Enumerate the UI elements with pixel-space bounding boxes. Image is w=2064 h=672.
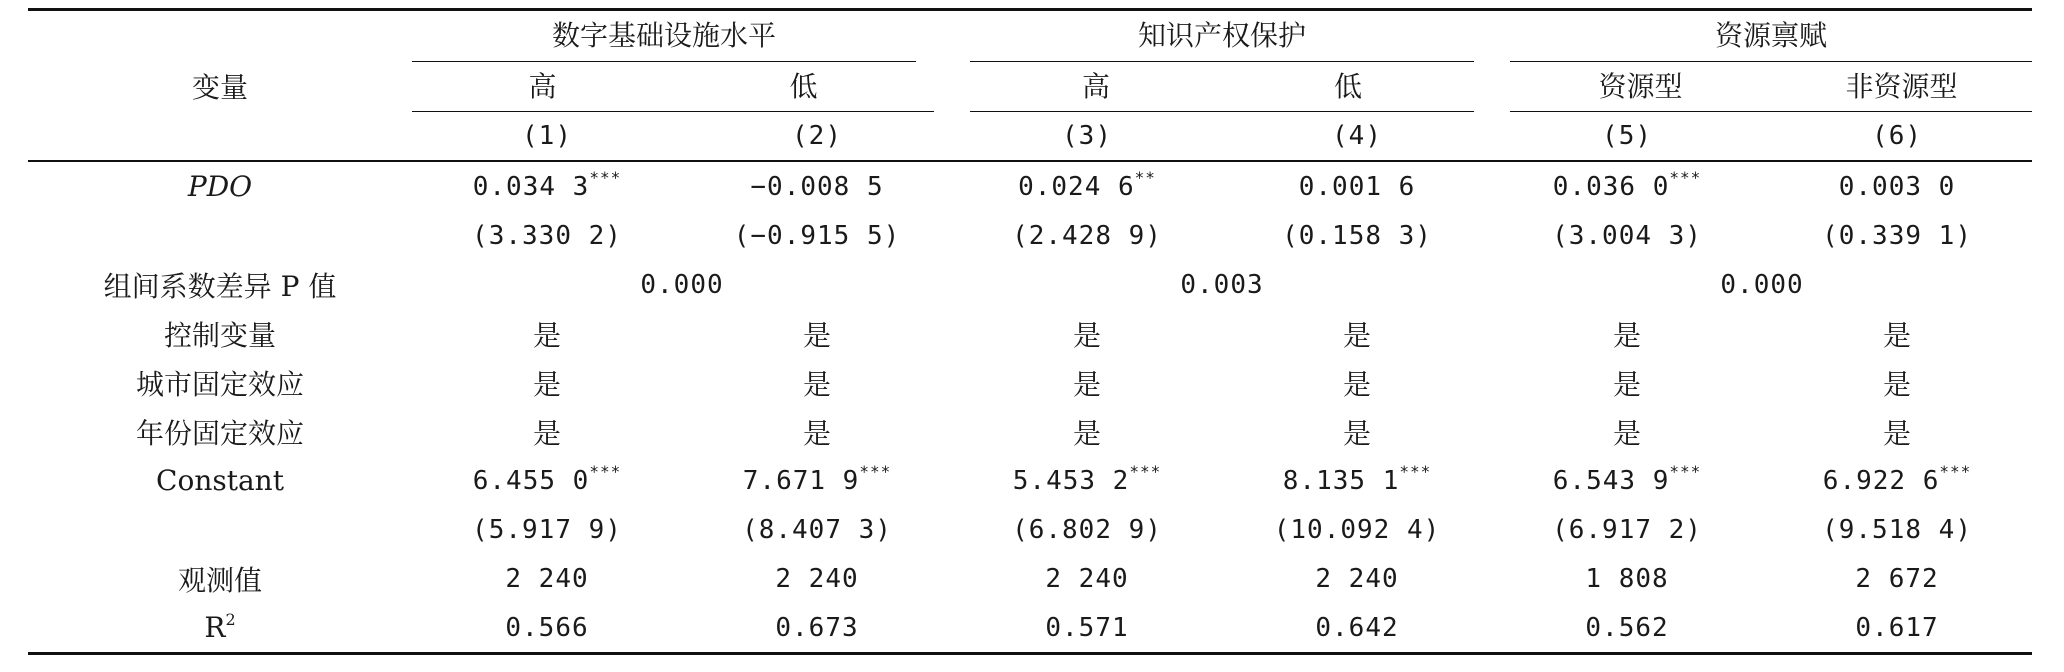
variable-header: 变量 <box>28 10 412 162</box>
t-stat-cell: (9.518 4) <box>1822 514 1972 545</box>
t-stat-cell: (−0.915 5) <box>733 220 901 251</box>
subgroup-high-ip: 高 <box>1082 70 1111 103</box>
row-label-pdo: PDO <box>187 170 253 203</box>
coef-cell <box>1222 456 1492 505</box>
yes-cell: 是 <box>803 367 832 401</box>
group-header-ip-protection <box>952 10 1492 63</box>
significance-stars: *** <box>1399 461 1432 481</box>
significance-stars: *** <box>1669 167 1702 187</box>
t-stat-cell: (5.917 9) <box>472 514 622 545</box>
obs-cell: 2 240 <box>1315 563 1399 594</box>
yes-cell: 是 <box>1073 318 1102 352</box>
significance-stars: *** <box>589 167 622 187</box>
t-stat-cell: (2.428 9) <box>1012 220 1162 251</box>
table-row <box>28 554 2032 603</box>
obs-cell: 2 240 <box>1045 563 1129 594</box>
coef-value: 6.922 6 <box>1822 465 1940 496</box>
table-row <box>28 358 2032 407</box>
r2-cell: 0.571 <box>1045 612 1129 643</box>
coef-cell <box>682 161 952 211</box>
subgroup-cell <box>952 62 1492 112</box>
yes-cell: 是 <box>1073 416 1102 450</box>
row-label-r2 <box>28 603 412 654</box>
yes-cell: 是 <box>1343 367 1372 401</box>
subgroup-cell <box>412 62 952 112</box>
significance-stars: ** <box>1134 167 1156 187</box>
col-number: (2) <box>792 121 842 151</box>
coef-value: 7.671 9 <box>742 465 860 496</box>
row-label-city-fe: 城市固定效应 <box>135 367 304 401</box>
coef-value: 0.024 6 <box>1018 171 1135 202</box>
yes-cell: 是 <box>803 318 832 352</box>
r2-superscript: 2 <box>225 610 236 629</box>
r2-cell: 0.673 <box>775 612 859 643</box>
subgroup-high-digital: 高 <box>528 70 557 103</box>
coef-value: −0.008 5 <box>750 171 884 202</box>
significance-stars: *** <box>589 461 622 481</box>
t-stat-cell: (6.802 9) <box>1012 514 1162 545</box>
obs-cell: 2 240 <box>505 563 589 594</box>
t-stat-cell: (6.917 2) <box>1552 514 1702 545</box>
t-stat-cell: (0.339 1) <box>1822 220 1972 251</box>
row-label-empty <box>28 211 412 260</box>
yes-cell: 是 <box>1073 367 1102 401</box>
t-stat-cell: (0.158 3) <box>1282 220 1432 251</box>
subgroup-resource: 资源型 <box>1598 70 1683 103</box>
coef-value: 8.135 1 <box>1282 465 1400 496</box>
col-number: (6) <box>1872 121 1923 151</box>
coef-cell <box>682 456 952 505</box>
row-label-constant: Constant <box>156 464 284 497</box>
yes-cell: 是 <box>532 318 561 352</box>
subgroup-non-resource: 非资源型 <box>1845 70 1958 103</box>
significance-stars: *** <box>859 461 892 481</box>
col-number: (3) <box>1062 121 1112 151</box>
heterogeneity-regression-table <box>28 8 2032 655</box>
obs-cell: 2 240 <box>775 563 859 594</box>
group-header-digital-infra <box>412 10 952 63</box>
subgroup-cell <box>1492 62 2032 112</box>
significance-stars: *** <box>1669 461 1702 481</box>
yes-cell: 是 <box>1343 416 1372 450</box>
pvalue-cell: 0.000 <box>1720 269 1804 300</box>
coef-value: 0.001 6 <box>1298 171 1416 202</box>
obs-cell: 1 808 <box>1585 563 1669 594</box>
coef-cell <box>952 161 1222 211</box>
coef-value: 0.034 3 <box>472 171 590 202</box>
table-row <box>28 309 2032 358</box>
pvalue-cell: 0.003 <box>1180 269 1264 300</box>
row-label-pvalue: 组间系数差异 P 值 <box>103 269 337 303</box>
coef-cell <box>1222 161 1492 211</box>
r2-label-text: R <box>204 611 226 644</box>
yes-cell: 是 <box>1613 318 1642 352</box>
row-label-controls: 控制变量 <box>163 318 276 352</box>
col-number: (4) <box>1332 121 1382 151</box>
table-row <box>28 505 2032 554</box>
row-label-obs: 观测值 <box>177 563 262 597</box>
coef-cell <box>1492 456 1762 505</box>
table-row <box>28 407 2032 456</box>
table-row <box>28 456 2032 505</box>
row-label-year-fe: 年份固定效应 <box>135 416 304 450</box>
r2-cell: 0.566 <box>505 612 589 643</box>
col-number: (1) <box>522 121 572 151</box>
coef-cell <box>1762 456 2032 505</box>
r2-cell: 0.642 <box>1315 612 1399 643</box>
subgroup-low-digital: 低 <box>789 70 818 103</box>
coef-value: 0.003 0 <box>1838 171 1956 202</box>
yes-cell: 是 <box>532 416 561 450</box>
group-header-resource <box>1492 10 2032 63</box>
coef-cell <box>412 161 682 211</box>
significance-stars: *** <box>1129 461 1162 481</box>
group-header-label: 知识产权保护 <box>970 11 1474 62</box>
coef-value: 6.543 9 <box>1552 465 1670 496</box>
yes-cell: 是 <box>1883 367 1912 401</box>
t-stat-cell: (3.004 3) <box>1552 220 1702 251</box>
group-header-label: 数字基础设施水平 <box>412 11 916 62</box>
coef-cell <box>412 456 682 505</box>
table-row <box>28 161 2032 211</box>
obs-cell: 2 672 <box>1855 563 1939 594</box>
t-stat-cell: (8.407 3) <box>742 514 892 545</box>
table-row <box>28 260 2032 309</box>
coef-value: 6.455 0 <box>472 465 590 496</box>
significance-stars: *** <box>1939 461 1972 481</box>
subgroup-low-ip: 低 <box>1334 70 1363 103</box>
r2-cell: 0.562 <box>1585 612 1669 643</box>
table-row <box>28 211 2032 260</box>
coef-cell <box>1762 161 2032 211</box>
t-stat-cell: (3.330 2) <box>472 220 622 251</box>
yes-cell: 是 <box>1613 416 1642 450</box>
r2-cell: 0.617 <box>1855 612 1939 643</box>
coef-cell <box>1492 161 1762 211</box>
coef-cell <box>952 456 1222 505</box>
coef-value: 5.453 2 <box>1012 465 1130 496</box>
col-number: (5) <box>1602 121 1653 151</box>
coef-value: 0.036 0 <box>1552 171 1670 202</box>
yes-cell: 是 <box>1883 318 1912 352</box>
table-row <box>28 603 2032 654</box>
yes-cell: 是 <box>1883 416 1912 450</box>
yes-cell: 是 <box>803 416 832 450</box>
yes-cell: 是 <box>1613 367 1642 401</box>
group-header-label: 资源禀赋 <box>1510 11 2032 62</box>
row-label-empty <box>28 505 412 554</box>
pvalue-cell: 0.000 <box>640 269 724 300</box>
yes-cell: 是 <box>532 367 561 401</box>
t-stat-cell: (10.092 4) <box>1273 514 1441 545</box>
yes-cell: 是 <box>1343 318 1372 352</box>
